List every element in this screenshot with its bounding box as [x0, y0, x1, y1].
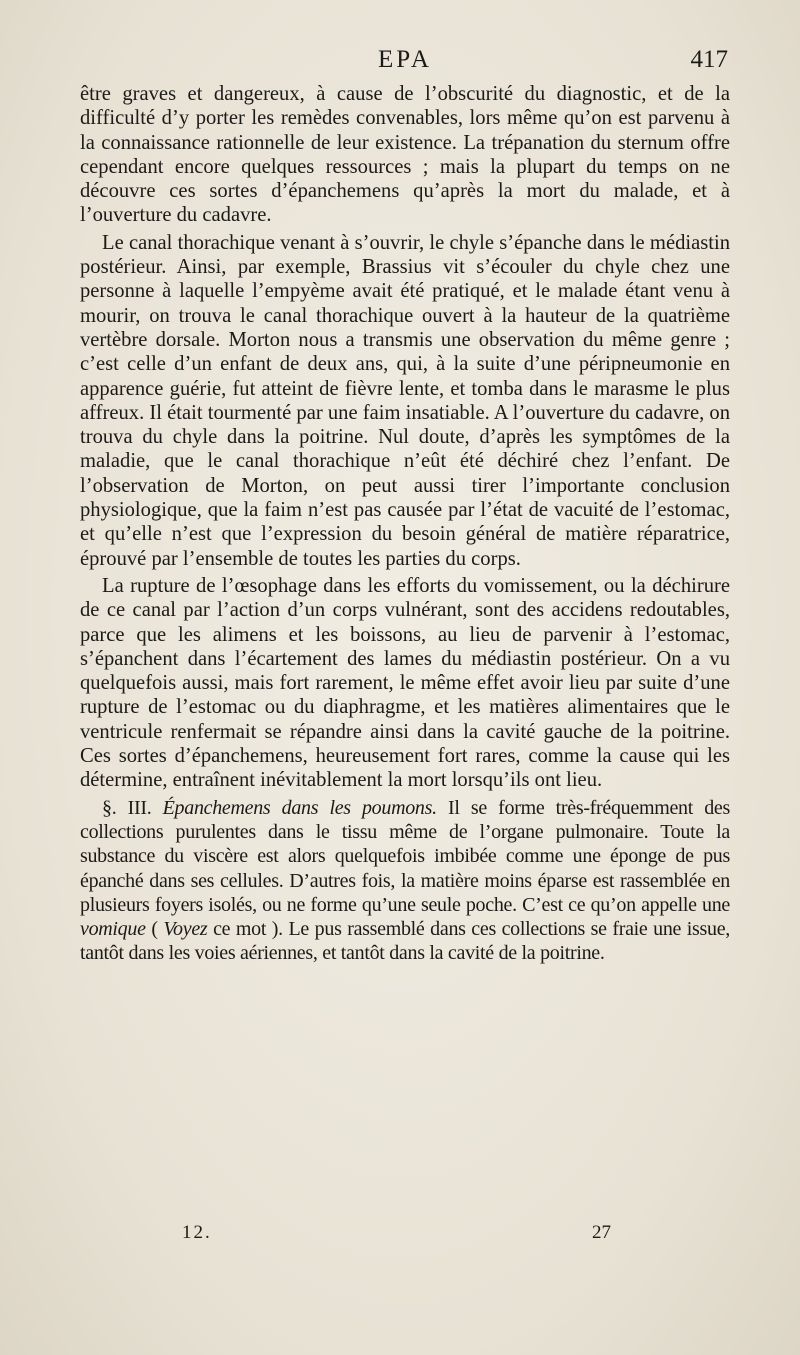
- term-vomique: vomique: [80, 918, 146, 941]
- body-text: [80, 82, 730, 966]
- paragraph-section-3: [80, 796, 730, 966]
- paragraph-continuation: être graves et dangereux, à cause de l’obscurité du diagnostic, et de la difficulté d’y porter les remèdes convenables, lors même qu’on est parvenu à la connaissance rationnelle de leur existence. La trépanation du sternum offre cependant encore quelques ressources ; mais la plupart du temps on ne découvre ces sortes d’épanchemens qu’après la mort du malade, et à l’ouverture du cadavre.: [80, 83, 730, 227]
- page-header: [80, 46, 730, 80]
- section-text-c: ce mot ). Le pus rassemblé dans ces collections se fraie une issue, tantôt dans les voies aériennes, et tantôt dans la cavité de la poitrine.: [80, 918, 730, 965]
- section-text-a: Il se forme très-fréquemment des collections purulentes dans le tissu même de l’organe pulmonaire. Toute la substance du viscère est alors quelquefois imbibée comme une éponge de pus épanché dans ses cellules.: [80, 796, 730, 892]
- running-head: EPA: [378, 46, 432, 73]
- footer-mark: 27: [592, 1222, 611, 1243]
- page-number: 417: [690, 46, 728, 73]
- section-number: §. III.: [102, 796, 152, 819]
- paren-open: (: [145, 918, 164, 941]
- paragraph-canal-thorachique: Le canal thorachique venant à s’ouvrir, le chyle s’épanche dans le médiastin postérieur. Ainsi, par exemple, Brassius vit s’écouler du chyle chez une personne à laquelle l’empyème avait été pratiqué, et le malade étant venu à mourir, on trouva le canal thorachique ouvert à la hauteur de la quatrième vertèbre dorsale. Morton nous a transmis une observation du même genre ; c’est celle d’un enfant de deux ans, qui, à la suite d’une péripneumonie en apparence guérie, fut atteint de fièvre lente, et tomba dans le marasme le plus affreux. Il était tourmenté par une faim insatiable. A l’ouverture du cadavre, on trouva du chyle dans la poitrine. Nul doute, d’après les symptômes de la maladie, que le canal thorachique n’eût été déchiré chez l’enfant. De l’observation de Morton, on peut aussi tirer l’importante conclusion physiologique, que la faim n’est pas causée par l’état de vacuité de l’estomac, et qu’elle n’est que l’expression du besoin général de matière réparatrice, éprouvé par l’ensemble de toutes les parties du corps.: [80, 231, 730, 570]
- signature-mark: 12.: [182, 1222, 212, 1243]
- section-text-b: D’autres fois, la matière moins éparse est rassemblée en plusieurs foyers isolés, ou ne forme qu’une seule poche. C’est ce qu’on appelle une: [80, 869, 730, 916]
- section-title: Épanchemens dans les poumons.: [162, 796, 437, 819]
- paragraph-rupture-oesophage: La rupture de l’œsophage dans les efforts du vomissement, ou la déchirure de ce canal par l’action d’un corps vulnérant, sont des accidens redoutables, parce que les alimens et les boissons, au lieu de parvenir à l’estomac, s’épanchent dans l’écartement des lames du médiastin postérieur. On a vu quelquefois aussi, mais fort rarement, le même effet avoir lieu par suite d’une rupture de l’estomac ou du diaphragme, et les matières alimentaires que le ventricule renfermait se répandre ainsi dans la cavité gauche de la poitrine. Ces sortes d’épanchemens, heureusement fort rares, comme la cause qui les détermine, entraînent inévitablement la mort lorsqu’ils ont lieu.: [80, 574, 730, 792]
- term-voyez: Voyez: [163, 918, 208, 941]
- page-footer: [80, 1222, 730, 1252]
